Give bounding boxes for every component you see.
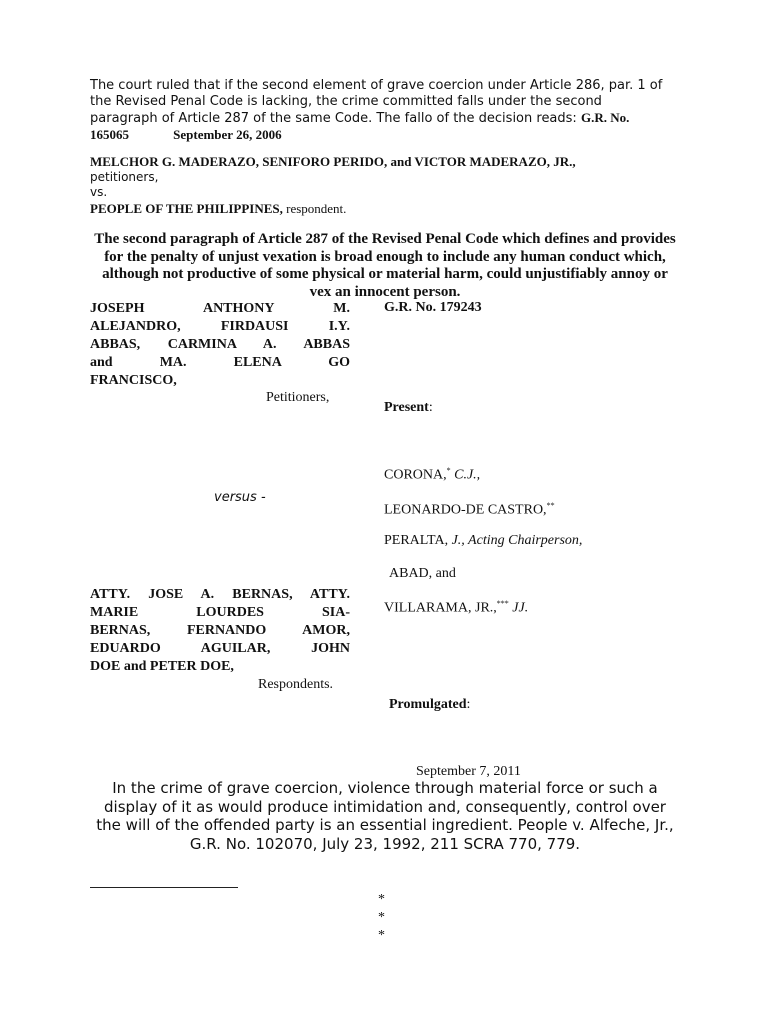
petitioner-line: JOSEPH ANTHONY M. [90,301,350,316]
petitioner-line: and MA. ELENA GO [90,355,350,370]
justice-title: JJ. [508,600,529,616]
promulgated-colon: : [466,697,471,712]
first-case-respondent: PEOPLE OF THE PHILIPPINES, [90,200,283,216]
present-colon: : [428,400,433,415]
justice-name: LEONARDO-DE CASTRO, [384,502,547,518]
first-case-respondent-label: respondent. [286,200,347,216]
present-heading [384,400,433,416]
justice-leonardo-de-castro [384,501,555,519]
footnote-divider [90,887,238,888]
case-number: G.R. No. 179243 [384,300,482,315]
promulgated-label: Promulgated [389,697,467,712]
justice-corona [384,466,480,484]
first-case-petitioners: MELCHOR G. MADERAZO, SENIFORO PERIDO, and VICTOR MADERAZO, JR., [90,154,576,169]
respondents-label: Respondents. [258,677,334,692]
justice-name: VILLARAMA, JR., [384,600,497,616]
promulgated-heading [389,697,470,713]
respondent-line: MARIE LOURDES SIA- [90,605,350,620]
intro-case-date: September 26, 2006 [173,127,282,142]
respondent-line: ATTY. JOSE A. BERNAS, ATTY. [90,587,350,602]
intro-case-number: G.R. No. 165065 [90,110,630,142]
footnote-asterisk: * [378,910,385,925]
petitioner-line: ALEJANDRO, FIRDAUSI I.Y. [90,319,350,334]
justice-title: J., Acting Chairperson, [448,533,583,548]
justice-name: PERALTA, [384,533,449,548]
petitioner-line: ABBAS, CARMINA A. ABBAS [90,337,350,352]
respondents-block [90,586,350,676]
justice-name: CORONA, [384,467,447,483]
justice-footnote-mark: *** [496,599,509,608]
syllabus-grave-coercion: In the crime of grave coercion, violence through material force or such a display of it as would produce intimidation and, consequently, control over the will of the offended party is an essential ingredient. People v. Alfeche, Jr., G.R. No. 102070, July 23, 1992, 211 SCRA 770, 779. [96,779,674,853]
petitioners-block [90,300,350,390]
respondent-line: DOE and PETER DOE, [90,659,234,674]
intro-text: The court ruled that if the second element of grave coercion under Article 286, par. 1 of the Revised Penal Code is lacking, the crime committed falls under the second paragraph of Article 287 of the same Code. The fallo of the decision reads: [90,78,663,126]
intro-paragraph [90,78,670,144]
petitioner-line: FRANCISCO, [90,373,177,388]
promulgation-date: September 7, 2011 [416,764,521,779]
justice-footnote-mark: ** [546,501,555,510]
justice-villarama [384,599,528,617]
syllabus-unjust-vexation: The second paragraph of Article 287 of the Revised Penal Code which defines and provides for the penalty of unjust vexation is broad enough to include any human conduct which, although not productive of some physical or material harm, could unjustifiably annoy or vex an innocent person. [94,231,676,300]
justice-title: C.J., [450,467,481,483]
footnote-asterisk: * [378,928,385,943]
petitioners-label: Petitioners, [266,390,330,405]
justice-peralta [384,533,582,549]
justice-name: ABAD, and [389,566,456,581]
first-case-petitioners-label: petitioners, [90,169,159,184]
versus-label: versus - [214,490,266,505]
justice-abad [389,566,456,582]
first-case-vs: vs. [90,185,108,199]
respondent-line: EDUARDO AGUILAR, JOHN [90,641,350,656]
respondent-line: BERNAS, FERNANDO AMOR, [90,623,350,638]
present-label: Present [384,400,429,415]
first-case-parties [90,154,690,216]
footnote-asterisk: * [378,892,385,907]
justice-footnote-mark: * [446,466,451,475]
